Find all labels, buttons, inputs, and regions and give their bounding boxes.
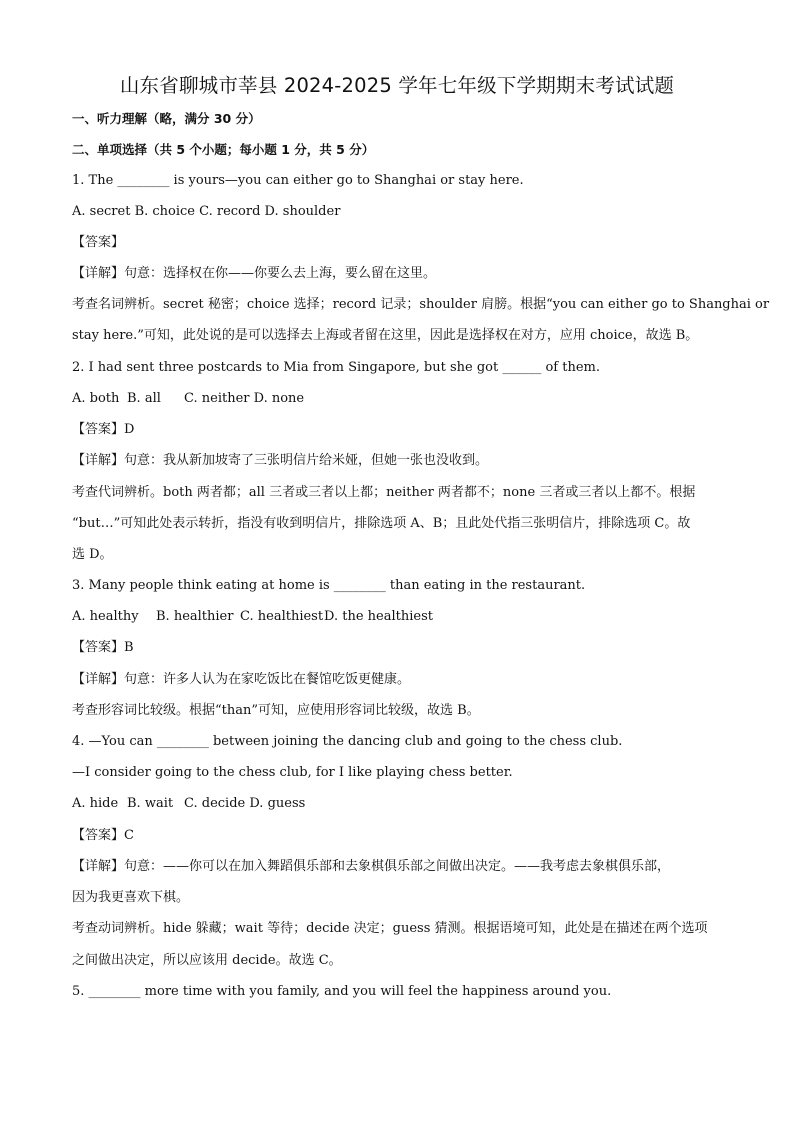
section-heading-single-choice: 二、单项选择（共 5 个小题；每小题 1 分，共 5 分） <box>72 142 375 157</box>
option-b: B. all <box>127 391 161 406</box>
question-1-analysis: 考查名词辨析。secret 秘密；choice 选择；record 记录；shoulder 肩膀。根据“you can either go to Shanghai or <box>72 297 770 312</box>
question-4-stem: 4. —You can ________ between joining the dancing club and going to the chess club. <box>72 734 623 749</box>
question-2-options <box>72 391 727 407</box>
question-2-analysis: 考查代词辨析。both 两者都；all 三者或三者以上都；neither 两者都不；none 三者或三者以上都不。根据 <box>72 485 696 500</box>
question-3-detail: 【详解】句意：许多人认为在家吃饭比在餐馆吃饭更健康。 <box>72 672 411 687</box>
question-4-options <box>72 796 727 812</box>
question-4-stem-reply: —I consider going to the chess club, for I like playing chess better. <box>72 765 513 780</box>
option-a: A. hide <box>72 796 119 811</box>
question-4-answer: 【答案】C <box>72 828 134 843</box>
question-2-analysis-cont: “but…”可知此处表示转折，指没有收到明信片，排除选项 A、B；且此处代指三张明信片，排除选项 C。故 <box>72 516 691 531</box>
question-4-analysis: 考查动词辨析。hide 躲藏；wait 等待；decide 决定；guess 猜测。根据语境可知，此处是在描述在两个选项 <box>72 921 708 936</box>
question-5-stem: 5. ________ more time with you family, and you will feel the happiness around you. <box>72 984 612 999</box>
question-4-analysis-cont: 之间做出决定，所以应该用 decide。故选 C。 <box>72 953 342 968</box>
option-c: C. healthiest <box>240 609 324 624</box>
question-2-stem: 2. I had sent three postcards to Mia from Singapore, but she got ______ of them. <box>72 360 600 375</box>
question-1-analysis-cont: stay here.”可知，此处说的是可以选择去上海或者留在这里，因此是选择权在对方，应用 choice，故选 B。 <box>72 328 699 343</box>
question-2-analysis-end: 选 D。 <box>72 547 113 562</box>
option-c-d: C. neither D. none <box>184 391 305 406</box>
question-4-detail: 【详解】句意：——你可以在加入舞蹈俱乐部和去象棋俱乐部之间做出决定。——我考虑去象棋俱乐部， <box>72 859 671 874</box>
question-1-options: A. secret B. choice C. record D. shoulder <box>72 204 341 219</box>
question-2-detail: 【详解】句意：我从新加坡寄了三张明信片给米娅，但她一张也没收到。 <box>72 453 489 468</box>
question-3-stem: 3. Many people think eating at home is ________ than eating in the restaurant. <box>72 578 586 593</box>
option-d: D. the healthiest <box>324 609 433 624</box>
option-b: B. wait <box>127 796 174 811</box>
question-3-options <box>72 609 727 625</box>
option-a: A. healthy <box>72 609 139 624</box>
option-c-d: C. decide D. guess <box>184 796 306 811</box>
question-3-analysis: 考查形容词比较级。根据“than”可知，应使用形容词比较级，故选 B。 <box>72 703 480 718</box>
page-title: 山东省聊城市莘县 2024-2025 学年七年级下学期期末考试试题 <box>119 74 675 97</box>
question-1-detail: 【详解】句意：选择权在你——你要么去上海，要么留在这里。 <box>72 266 437 281</box>
option-a: A. both <box>72 391 120 406</box>
option-b: B. healthier <box>156 609 234 624</box>
section-heading-listening: 一、听力理解（略，满分 30 分） <box>72 111 261 126</box>
question-3-answer: 【答案】B <box>72 640 134 655</box>
question-2-answer: 【答案】D <box>72 422 135 437</box>
question-1-stem: 1. The ________ is yours—you can either go to Shanghai or stay here. <box>72 173 524 188</box>
question-4-detail-cont: 因为我更喜欢下棋。 <box>72 890 190 905</box>
question-1-answer: 【答案】 <box>72 235 125 250</box>
